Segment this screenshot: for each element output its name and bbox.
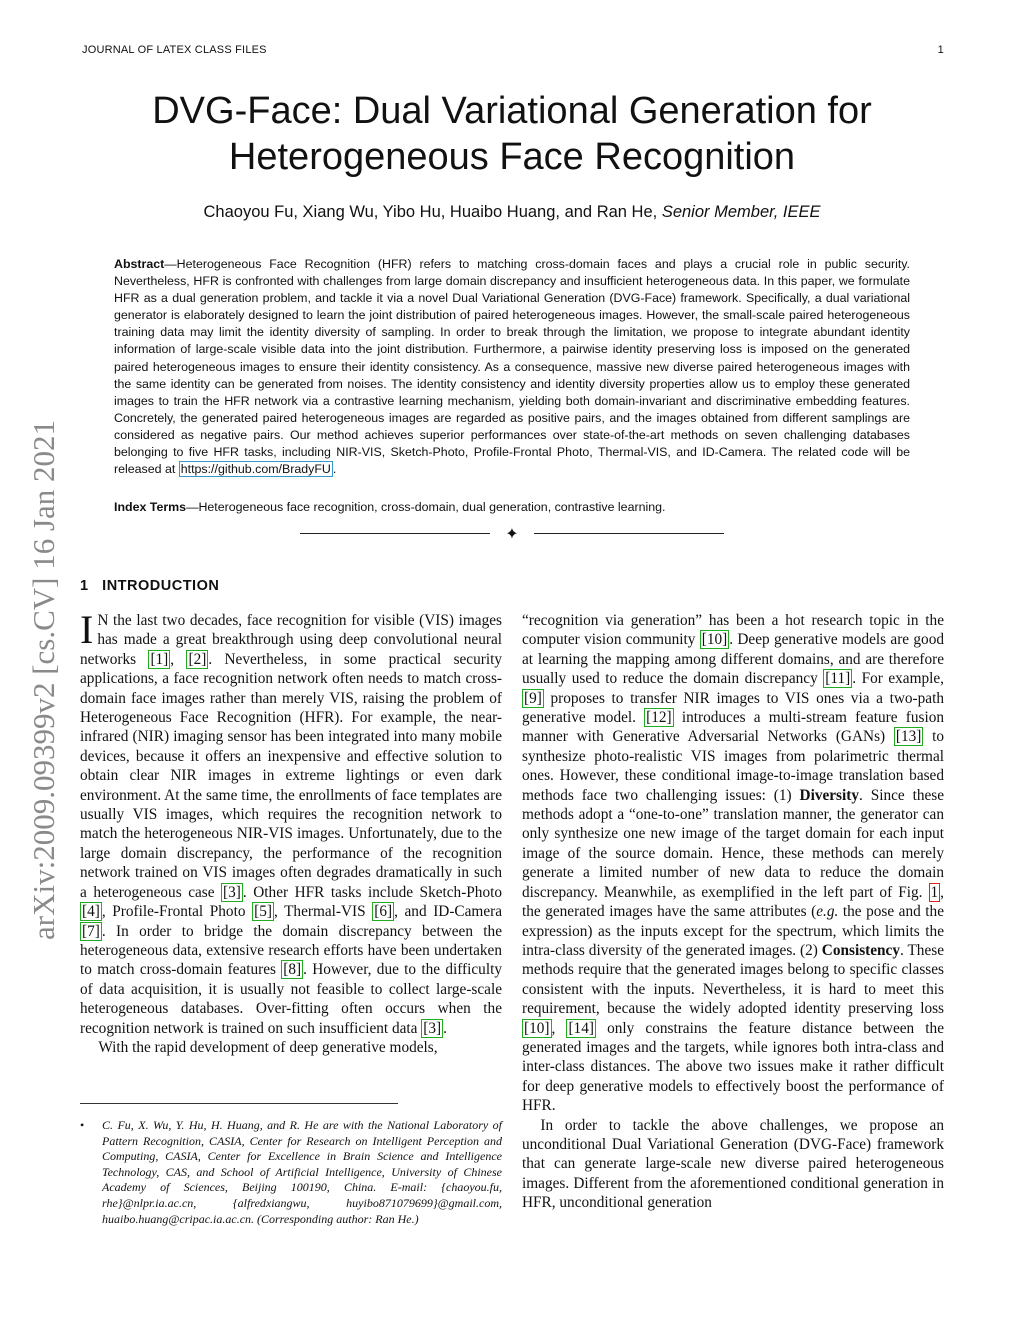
citation-link[interactable]: [3] bbox=[423, 1019, 442, 1037]
index-terms bbox=[114, 499, 910, 516]
text-run: , bbox=[551, 1019, 567, 1037]
citation-link[interactable]: [6] bbox=[374, 903, 393, 921]
separator-star-icon: ✦ bbox=[505, 524, 519, 543]
intro-paragraph-4: In order to tackle the above challenges, we propose an unconditional Dual Variational Generation (DVG-Face) framework that can generate large-scale new diverse paired heterogeneous images. Different from the aforementioned conditional generation in HFR, unconditional generation bbox=[522, 1116, 944, 1212]
affiliation-footnote bbox=[80, 1118, 502, 1227]
intro-paragraph-3 bbox=[522, 611, 944, 1116]
text-run: N the last two decades, face recognition for visible (VIS) images has made a great breakthrough using deep convolutional neural networks bbox=[80, 612, 502, 668]
citation-link[interactable]: [8] bbox=[283, 961, 302, 979]
running-header-journal: JOURNAL OF LATEX CLASS FILES bbox=[82, 44, 267, 56]
text-run: , and ID-Camera bbox=[394, 903, 503, 921]
consistency-term: Consistency bbox=[821, 941, 900, 959]
text-run: . Deep generative models are good at learning the mapping among different domains, and are therefore usually used to reduce the domain discrepancy bbox=[522, 631, 944, 688]
abstract-text: —Heterogeneous Face Recognition (HFR) refers to matching cross-domain faces and plays a crucial role in public security. Nevertheless, HFR is confronted with challenges from large domain discrepancy and insufficient heterogeneous data. In this paper, we formulate HFR as a dual generation problem, and tackle it via a novel Dual Variational Generation (DVG-Face) framework. Specifically, a dual variational generator is elaborately designed to learn the joint distribution of paired heterogeneous images. However, the small-scale paired heterogeneous training data may limit the identity diversity of sampling. In order to break through the limitation, we propose to integrate abundant identity information of large-scale visible data into the joint distribution. Furthermore, a pairwise identity preserving loss is imposed on the generated paired heterogeneous images to ensure their identity consistency. As a consequence, massive new diverse paired heterogeneous images with the same identity can be generated from noises. The identity consistency and identity diversity properties allow us to employ these generated images to train the HFR network via a contrastive learning mechanism, yielding both domain-invariant and discriminative embedding features. Concretely, the generated paired heterogeneous images are regarded as positive pairs, and the images obtained from different samplings are considered as negative pairs. Our method achieves superior performances over state-of-the-art methods on seven challenging databases belonging to five HFR tasks, including NIR-VIS, Sketch-Photo, Profile-Frontal Photo, Thermal-VIS, and ID-Camera. The related code will be released at bbox=[114, 257, 910, 477]
citation-link[interactable]: [11] bbox=[825, 670, 851, 688]
text-run: . Since these methods adopt a “one-to-one” translation manner, the generator can only synthesize one new image of the target domain for each input image of the source domain. Hence, these methods can merely generate a limited number of new data to reduce the domain discrepancy. Meanwhile, as exemplified in the left part of Fig. bbox=[522, 786, 944, 901]
text-run: the pose and the expression) as the inputs except for the spectrum, which limits the intra-class diversity of the generated images. (2) bbox=[522, 903, 944, 959]
citation-link[interactable]: [3] bbox=[223, 883, 241, 901]
code-url-link[interactable]: https://github.com/BradyFU bbox=[180, 462, 331, 477]
citation-link[interactable]: [2] bbox=[188, 650, 207, 668]
citation-link[interactable]: [7] bbox=[82, 922, 100, 940]
text-run: . However, due to the difficulty of data acquisition, it is usually not feasible to collect large-scale heterogeneous databases. Over-fitting often occurs when the recognition network is trained on such insufficient data bbox=[80, 961, 502, 1037]
footnote-text: C. Fu, X. Wu, Y. Hu, H. Huang, and R. He are with the National Laboratory of Pattern Recognition, CASIA, Center for Research on Intelligent Perception and Computing, CASIA, Center for Excellence in Brain Science and Intelligence Technology, CAS, and School of Artificial Intelligence, University of Chinese Academy of Sciences, Beijing 100190, China. E-mail: {chaoyou.fu, rhe}@nlpr.ia.ac.cn, {alfredxiangwu, huyibo871079699}@gmail.com, huaibo.huang@cripac.ia.ac.cn. (Corresponding author: Ran He.) bbox=[102, 1118, 502, 1226]
footnote-rule bbox=[80, 1103, 398, 1104]
section-number: 1 bbox=[80, 578, 89, 594]
section-title: INTRODUCTION bbox=[102, 578, 220, 594]
section-separator bbox=[300, 524, 724, 544]
body-column-right bbox=[522, 611, 944, 1213]
citation-link[interactable]: [9] bbox=[524, 689, 542, 707]
author-list bbox=[80, 203, 944, 222]
citation-link[interactable]: [4] bbox=[82, 903, 100, 921]
text-run: . These methods require that the generated images belong to specific classes consistent with the inputs. Nevertheless, it is hard to meet this requirement, because the widely adopted identity preserving loss bbox=[522, 941, 944, 1018]
citation-link[interactable]: [5] bbox=[254, 903, 272, 921]
figure-link[interactable]: 1 bbox=[930, 883, 939, 901]
abstract-label: Abstract bbox=[114, 257, 165, 271]
section-heading bbox=[80, 578, 219, 594]
separator-line-right bbox=[534, 533, 724, 534]
separator-line-left bbox=[300, 533, 490, 534]
text-run: . Nevertheless, in some practical security applications, a face recognition network often needs to match cross-domain face images rather than merely VIS, raising the problem of Heterogeneous Face Recognition (HFR). For example, the near-infrared (NIR) imaging sensor has been integrated into many mobile devices, because it offers an inexpensive and effective solution to obtain clear NIR images in extreme lightings or even dark environment. At the same time, the enrollments of face templates are usually VIS images, which requires the recognition network to match the heterogeneous NIR-VIS images. Unfortunately, due to the large domain discrepancy, the performance of the recognition network trained on VIS images often degrades dramatically in such a heterogeneous case bbox=[80, 650, 502, 901]
citation-link[interactable]: [13] bbox=[895, 728, 922, 746]
text-run: proposes to transfer NIR images to VIS ones via a two-path generative model. bbox=[522, 689, 944, 727]
index-terms-text: —Heterogeneous face recognition, cross-domain, dual generation, contrastive learning. bbox=[186, 500, 666, 514]
text-run: “recognition via generation” has been a hot research topic in the computer vision community bbox=[522, 612, 944, 649]
text-run: . For example, bbox=[852, 670, 944, 688]
citation-link[interactable]: [1] bbox=[150, 650, 169, 668]
footnote-bullet-icon: • bbox=[80, 1118, 85, 1132]
citation-link[interactable]: [14] bbox=[568, 1019, 594, 1037]
text-run: , Profile-Frontal Photo bbox=[101, 903, 253, 921]
citation-link[interactable]: [10] bbox=[701, 631, 728, 649]
eg-abbrev: e.g. bbox=[816, 903, 839, 921]
text-run: . bbox=[443, 1019, 447, 1037]
title-line-1: DVG-Face: Dual Variational Generation for bbox=[152, 90, 872, 132]
diversity-term: Diversity bbox=[799, 786, 859, 804]
paper-title bbox=[80, 88, 944, 180]
intro-paragraph-2: With the rapid development of deep generative models, bbox=[98, 1038, 438, 1056]
text-run: to synthesize photo-realistic VIS images from polarimetric thermal ones. However, these conditional image-to-image translation based methods face two challenging issues: (1) bbox=[522, 728, 944, 804]
text-run: , Thermal-VIS bbox=[273, 903, 373, 921]
index-terms-label: Index Terms bbox=[114, 500, 187, 514]
title-line-2: Heterogeneous Face Recognition bbox=[228, 136, 796, 178]
text-run: introduces a multi-stream feature fusion manner with Generative Adversarial Networks (GANs) bbox=[522, 709, 945, 746]
author-role: Senior Member, IEEE bbox=[661, 203, 821, 221]
text-run: only constrains the feature distance between the generated images and the targets, while ignores both intra-class and inter-class distances. The above two issues make it rather difficult for deep generative models to effectively boost the performance of HFR. bbox=[522, 1019, 944, 1115]
citation-link[interactable]: [12] bbox=[646, 709, 672, 727]
abstract bbox=[114, 256, 910, 478]
text-run: . Other HFR tasks include Sketch-Photo bbox=[242, 883, 502, 901]
arxiv-sidebar-stamp: arXiv:2009.09399v2 [cs.CV] 16 Jan 2021 bbox=[26, 419, 61, 940]
authors-names: Chaoyou Fu, Xiang Wu, Yibo Hu, Huaibo Huang, and Ran He, bbox=[203, 203, 658, 221]
text-run: , bbox=[170, 650, 187, 668]
text-run: , the generated images have the same attributes ( bbox=[522, 883, 944, 921]
citation-link[interactable]: [10] bbox=[524, 1019, 550, 1037]
body-column-left bbox=[80, 607, 503, 1057]
page-number: 1 bbox=[937, 44, 944, 56]
text-run: . In order to bridge the domain discrepancy between the heterogeneous data, extensive research efforts have been undertaken to match cross-domain features bbox=[80, 922, 502, 979]
abstract-end: . bbox=[332, 462, 337, 477]
drop-cap: I bbox=[80, 607, 94, 652]
intro-paragraph-1 bbox=[80, 607, 503, 1038]
